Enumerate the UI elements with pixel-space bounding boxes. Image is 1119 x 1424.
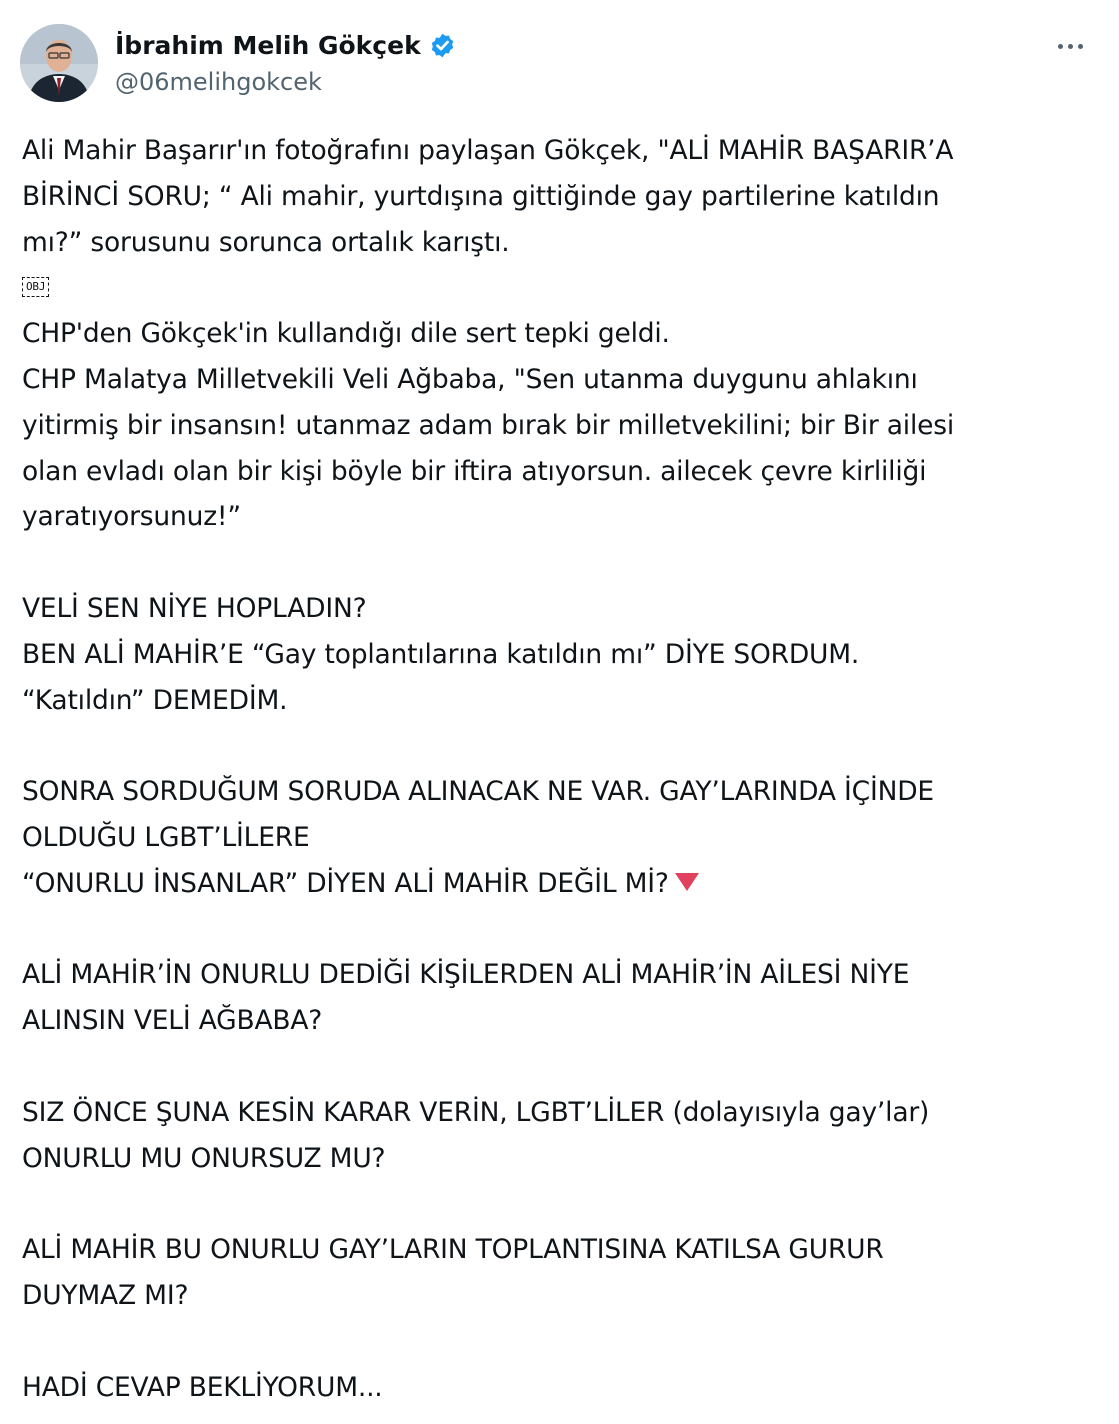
tweet-line-blank — [22, 1181, 1107, 1227]
tweet-line: ALİ MAHİR BU ONURLU GAY’LARIN TOPLANTISINA KATILSA GURUR — [22, 1234, 884, 1266]
object-replacement-icon: OBJ — [22, 277, 49, 297]
tweet-line-blank — [22, 723, 1107, 769]
more-options-icon — [1058, 44, 1063, 49]
red-triangle-down-icon — [675, 873, 699, 891]
tweet-line: VELİ SEN NİYE HOPLADIN? — [22, 592, 367, 624]
tweet-line: HADİ CEVAP BEKLİYORUM... — [22, 1371, 383, 1403]
tweet-line: CHP'den Gökçek'in kullandığı dile sert tepki geldi. — [22, 318, 670, 350]
tweet-line: BİRİNCİ SORU; “ Ali mahir, yurtdışına gittiğinde gay partilerine katıldın — [22, 180, 940, 212]
more-options-icon-dot — [1068, 44, 1073, 49]
tweet-line: DUYMAZ MI? — [22, 1279, 189, 1311]
tweet-line: mı?” sorusunu sorunca ortalık karıştı. — [22, 226, 510, 258]
avatar[interactable] — [20, 24, 98, 102]
author-names — [115, 28, 456, 96]
tweet-line-blank — [22, 540, 1107, 586]
tweet-line: yaratıyorsunuz!” — [22, 501, 241, 533]
display-name[interactable]: İbrahim Melih Gökçek — [115, 30, 421, 60]
tweet-line-blank — [22, 1044, 1107, 1090]
more-options-icon-dot — [1078, 44, 1083, 49]
tweet-line: Ali Mahir Başarır'ın fotoğrafını paylaşan Gökçek, "ALİ MAHİR BAŞARIR’A — [22, 135, 954, 166]
tweet-line-with-emoji — [22, 861, 1107, 907]
tweet-text — [22, 128, 1107, 1410]
tweet-line: OLDUĞU LGBT’LİLERE — [22, 821, 310, 853]
verified-badge-icon[interactable] — [429, 32, 456, 59]
avatar-photo-icon — [20, 24, 98, 102]
tweet-line: “Katıldın” DEMEDİM. — [22, 684, 288, 716]
tweet-line: BEN ALİ MAHİR’E “Gay toplantılarına katıldın mı” DİYE SORDUM. — [22, 638, 860, 670]
tweet-line: ALİ MAHİR’İN ONURLU DEDİĞİ KİŞİLERDEN ALİ MAHİR’İN AİLESİ NİYE — [22, 959, 910, 991]
tweet-line: CHP Malatya Milletvekili Veli Ağbaba, "Sen utanma duygunu ahlakını — [22, 363, 918, 395]
tweet-line: SONRA SORDUĞUM SORUDA ALINACAK NE VAR. GAY’LARINDA İÇİNDE — [22, 776, 934, 808]
tweet-line: yitirmiş bir insansın! utanmaz adam bırak bir milletvekilini; bir Bir ailesi — [22, 409, 955, 441]
tweet-line-text: “ONURLU İNSANLAR” DİYEN ALİ MAHİR DEĞİL Mİ? — [22, 867, 669, 899]
tweet-line: ONURLU MU ONURSUZ MU? — [22, 1142, 386, 1174]
tweet-line-obj — [22, 265, 1107, 311]
tweet-line-blank — [22, 1319, 1107, 1365]
tweet-line: olan evladı olan bir kişi böyle bir iftira atıyorsun. ailecek çevre kirliliği — [22, 455, 927, 487]
display-name-row — [115, 28, 456, 62]
more-options-button[interactable] — [1050, 34, 1090, 58]
tweet-line-blank — [22, 907, 1107, 953]
tweet-line: ALINSIN VELİ AĞBABA? — [22, 1005, 323, 1037]
tweet-header — [20, 24, 1100, 104]
tweet-line: SIZ ÖNCE ŞUNA KESİN KARAR VERİN, LGBT’LİLER (dolayısıyla gay’lar) — [22, 1096, 930, 1128]
author-handle[interactable]: @06melihgokcek — [115, 68, 322, 96]
